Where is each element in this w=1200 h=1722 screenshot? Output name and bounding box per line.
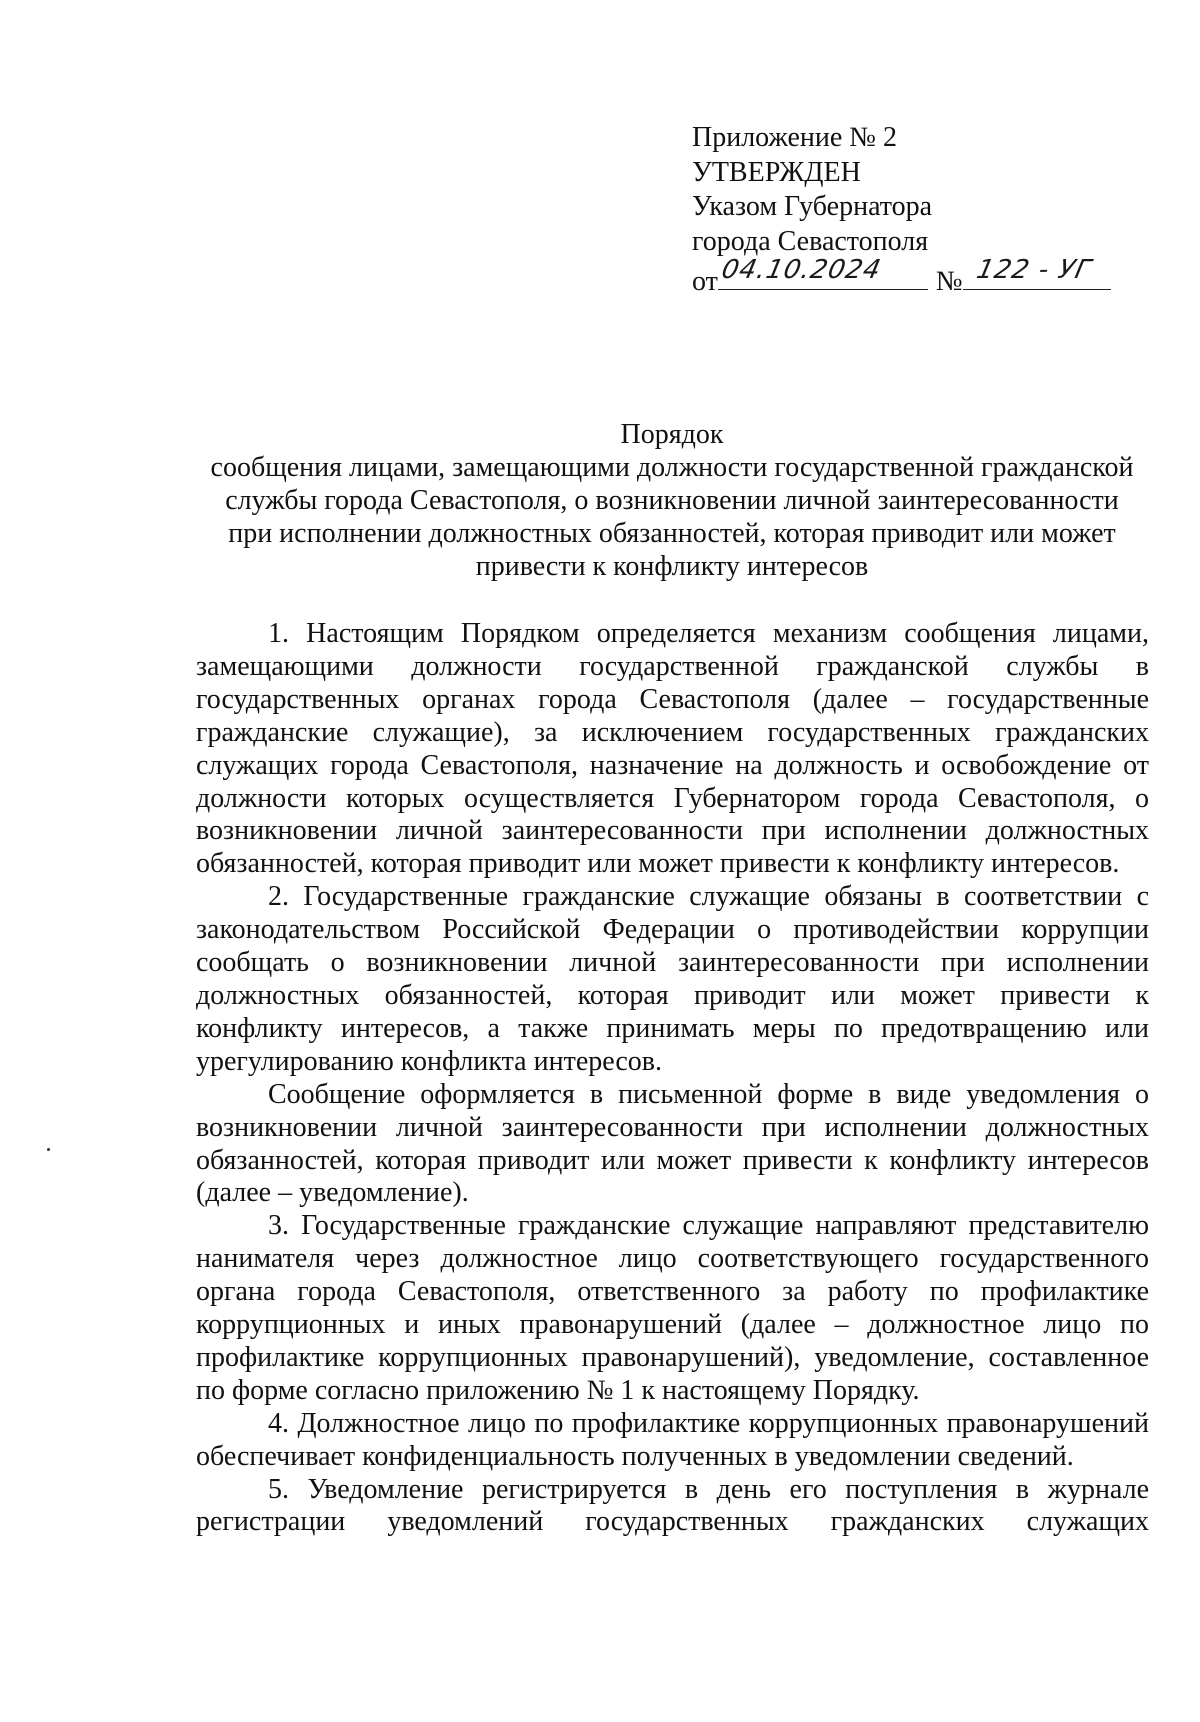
approved-label: УТВЕРЖДЕН xyxy=(692,156,861,188)
document-body xyxy=(196,618,1149,1539)
paragraph-2-continued: Сообщение оформляется в письменной форме в виде уведомления о возникновении личной заинтересованности при исполнении должностных обязанностей, которая приводит или может привести к конфликту интересов (далее – уведомление). xyxy=(196,1078,1149,1209)
number-field xyxy=(963,254,1111,290)
city-label: города Севастополя xyxy=(692,225,929,257)
paragraph-4: 4. Должностное лицо по профилактике коррупционных правонарушений обеспечивает конфиденциальность полученных в уведомлении сведений. xyxy=(196,1407,1149,1472)
title-heading: Порядок xyxy=(620,419,724,450)
handwritten-number: 122 - УГ xyxy=(973,254,1094,285)
number-prefix: № xyxy=(935,266,963,297)
title-line: привести к конфликту интересов xyxy=(475,551,869,582)
paragraph-3: 3. Государственные гражданские служащие направляют представителю нанимателя через должностное лицо соответствующего государственного органа города Севастополя, ответственного за работу по профилактике коррупционных и иных правонарушений (далее – должностное лицо по профилактике коррупционных правонарушений), уведомление, составленное по форме согласно приложению № 1 к настоящему Порядку. xyxy=(196,1210,1149,1406)
decree-label: Указом Губернатора xyxy=(692,191,933,222)
title-line: службы города Севастополя, о возникновении личной заинтересованности xyxy=(225,485,1119,516)
paragraph-2: 2. Государственные гражданские служащие обязаны в соответствии с законодательством Российской Федерации о противодействии коррупции сообщать о возникновении личной заинтересованности при исполнении должностных обязанностей, которая приводит или может привести к конфликту интересов, а также принимать меры по предотвращению или урегулированию конфликта интересов. xyxy=(196,881,1149,1077)
scan-speck xyxy=(47,1148,50,1151)
title-line: при исполнении должностных обязанностей, которая приводит или может xyxy=(228,518,1116,549)
paragraph-5: 5. Уведомление регистрируется в день его поступления в журнале регистрации уведомлений государственных гражданских служащих xyxy=(196,1473,1149,1538)
date-field xyxy=(718,254,928,290)
approval-stamp-block xyxy=(692,121,1111,300)
title-line: сообщения лицами, замещающими должности государственной гражданской xyxy=(210,452,1134,483)
date-prefix: от xyxy=(692,266,718,297)
appendix-number: Приложение № 2 xyxy=(692,122,897,153)
date-number-line xyxy=(692,254,1111,300)
handwritten-date: 04.10.2024 xyxy=(718,254,884,285)
paragraph-1: 1. Настоящим Порядком определяется механизм сообщения лицами, замещающими должности государственной гражданской службы в государственных органах города Севастополя (далее – государственные гражданские служащие), за исключением государственных гражданских служащих города Севастополя, назначение на должность и освобождение от должности которых осуществляется Губернатором города Севастополя, о возникновении личной заинтересованности при исполнении должностных обязанностей, которая приводит или может привести к конфликту интересов. xyxy=(196,618,1149,880)
document-title xyxy=(190,418,1154,583)
